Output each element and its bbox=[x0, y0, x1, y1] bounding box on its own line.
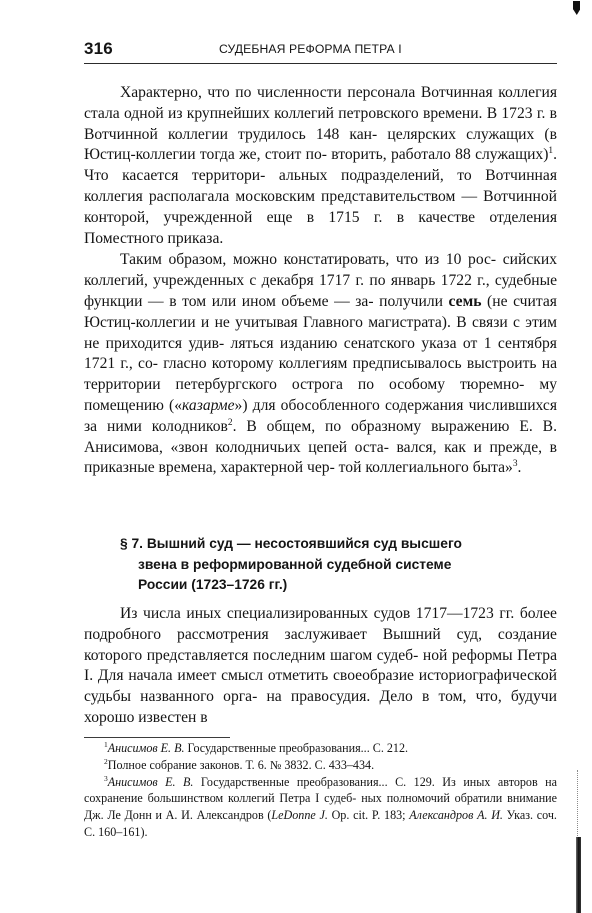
paragraph-2-part-9: территории петербургского острога по особому тюремно- bbox=[84, 376, 525, 394]
paragraph-3-line-4: ной реформы Петра I. Для начала имеет смысл отметить bbox=[84, 646, 557, 685]
footnote-3-author: Анисимов Е. В. bbox=[107, 774, 194, 789]
paragraph-3-line-3: создание которого представляется последним шагом судеб- bbox=[84, 625, 557, 664]
paragraph-2-part-16: той коллегиального быта» bbox=[338, 459, 513, 477]
paragraph-1-line-2: коллегия стала одной из крупнейших коллегий петровского bbox=[84, 84, 557, 122]
page-number: 316 bbox=[84, 39, 113, 58]
paragraph-2-part-13: . В общем, по образному bbox=[232, 417, 422, 435]
paragraph-2-part-5: (не считая Юстиц-коллегии и не учитывая bbox=[84, 292, 557, 331]
section-heading-line-1: § 7. Вышний суд — несостоявшийся суд высшего bbox=[120, 536, 462, 552]
paragraph-2: Таким образом, можно констатировать, что из 10 рос- сийских коллегий, учрежденных с декабря 1717 г. по январь 1722 г., судебные функции — в том или ином объеме — за- получили семь (не считая Юстиц-коллегии и не учитывая Главного магистрата). В связи с этим не приходится удив- ляться изданию сенатского указа от 1 сентября 1721 г., со- гласно которому коллегиям предписывалось выстроить на территории петербургского острога по особому тюремно- му помещению («казарме») для обособленного содержания числившихся за ними колодников$^2$. В общем, по образному выражению Е. В. Анисимова, «звон колодничьих цепей оста- вался, как и прежде, в приказные времена, характерной чер- той коллегиального быта»$^3$. bbox=[84, 251, 557, 477]
footnote-3-text-5: Указ. соч. С. 160–161). bbox=[84, 808, 557, 839]
paragraph-1-line-5: вторить, работало 88 служащих) bbox=[331, 146, 549, 164]
paragraph-2-part-4: получили bbox=[379, 292, 443, 310]
paragraph-1 bbox=[84, 83, 557, 249]
footnote-1 bbox=[84, 740, 557, 757]
paragraph-1-line-3: времени. В 1723 г. в Вотчинной коллегии трудилось 148 кан- bbox=[84, 104, 557, 143]
body-text-top bbox=[84, 83, 557, 479]
footnote-1-number: 1 bbox=[104, 739, 108, 749]
paragraph-3-line-5: своеобразие историографической судьбы названного орга- bbox=[84, 667, 557, 706]
paragraph-3-line-1: Из числа иных специализированных судов 1717—1723 гг. bbox=[120, 605, 515, 622]
footnote-3 bbox=[84, 774, 557, 841]
header-rule bbox=[84, 63, 557, 64]
scan-mark-side bbox=[576, 837, 581, 913]
section-heading-line-2: звена в реформированной судебной системе bbox=[138, 556, 452, 572]
paragraph-2-part-7: ляться изданию сенатского указа от 1 сентября 1721 г., со- bbox=[84, 334, 557, 373]
footnote-marker-2: 2 bbox=[227, 417, 233, 428]
paragraph-1-line-1: Характерно, что по численности персонала Вотчинная bbox=[120, 84, 493, 101]
section-heading-line-3: России (1723–1726 гг.) bbox=[138, 577, 288, 593]
running-head: СУДЕБНАЯ РЕФОРМА ПЕТРА I bbox=[219, 42, 402, 56]
italic-word-kazarme: казарме bbox=[182, 396, 235, 414]
paragraph-1-line-7: альных подразделений, то Вотчинная коллегия располагала bbox=[84, 167, 557, 205]
footnote-1-text: Государственные преобразования... С. 212. bbox=[187, 741, 409, 755]
footnote-marker-3: 3 bbox=[512, 459, 518, 470]
paragraph-1-line-10: приказа. bbox=[167, 229, 224, 247]
paragraph-1-line-4: целярских служащих (в Юстиц-коллегии тогда же, стоит по- bbox=[84, 125, 557, 164]
footnote-3-text-1: Государственные преобразования... С. 129. Из bbox=[200, 774, 456, 789]
footnote-rule bbox=[84, 737, 230, 738]
footnote-3-italic-aleksandrov: Александров А. И. bbox=[409, 808, 503, 823]
footnote-2 bbox=[84, 757, 557, 774]
paragraph-1-line-8: московским представительством — Вотчинной конторой, bbox=[84, 187, 558, 226]
paragraph-2-part-10: му помещению (« bbox=[84, 376, 557, 414]
paragraph-2-part-2: сийских коллегий, учрежденных с декабря 1717 г. по январь bbox=[84, 251, 557, 290]
footnote-3-open-paren: ( bbox=[267, 808, 272, 823]
footnotes bbox=[84, 740, 557, 841]
paragraph-1-line-9: учрежденной еще в 1715 г. в качестве отделения Поместного bbox=[84, 208, 557, 247]
paragraph-3-line-6: на правосудия. Дело в том, что, будучи хорошо известен в bbox=[84, 688, 557, 726]
paragraph-2-part-1: Таким образом, можно констатировать, что из 10 рос- bbox=[120, 251, 497, 269]
paragraph-2-part-8: гласно которому коллегиям предписывалось выстроить на bbox=[163, 355, 557, 373]
scan-mark-top bbox=[573, 1, 580, 15]
emphasis-seven: семь bbox=[448, 292, 482, 310]
footnote-3-italic-ledonne: LeDonne J. bbox=[271, 808, 328, 823]
footnote-1-author: Анисимов Е. В. bbox=[107, 741, 185, 755]
footnote-3-text-3: ных полномочий обратили внимание Дж. Ле Донн и А. И. Александров bbox=[84, 791, 558, 823]
paragraph-2-part-6: Главного магистрата). В связи с этим не приходится удив- bbox=[84, 313, 557, 352]
footnote-2-number: 2 bbox=[104, 756, 108, 766]
footnote-marker-1: 1 bbox=[548, 146, 554, 157]
paragraph-1-line-6: . Что касается территори- bbox=[84, 146, 558, 185]
paragraph-2-part-15: вался, как и прежде, в приказные времена, характерной чер- bbox=[84, 438, 557, 477]
footnote-3-text-2: иных авторов на сохранение большинством коллегий Петра I судеб- bbox=[84, 774, 558, 806]
footnote-3-text-4: Op. cit. P. 183; bbox=[331, 808, 406, 823]
paragraph-2-part-3: 1722 г., судебные функции — в том или ином объеме — за- bbox=[84, 272, 557, 310]
footnote-3-number: 3 bbox=[104, 773, 108, 783]
footnote-2-text: Полное собрание законов. Т. 6. № 3832. С. 433–434. bbox=[107, 757, 375, 772]
page-header bbox=[84, 37, 557, 65]
paragraph-3 bbox=[84, 604, 557, 729]
paragraph-2-part-12: числившихся за ними колодников bbox=[84, 396, 557, 435]
body-text-bottom bbox=[84, 604, 557, 729]
paragraph-3-line-2: более подробного рассмотрения заслуживает Вышний суд, bbox=[84, 605, 557, 643]
paragraph-2-part-11: ») для обособленного содержания bbox=[234, 396, 464, 414]
section-heading bbox=[120, 534, 550, 596]
paragraph-2-part-14: выражению Е. В. Анисимова, «звон колодничьих цепей оста- bbox=[84, 417, 557, 456]
